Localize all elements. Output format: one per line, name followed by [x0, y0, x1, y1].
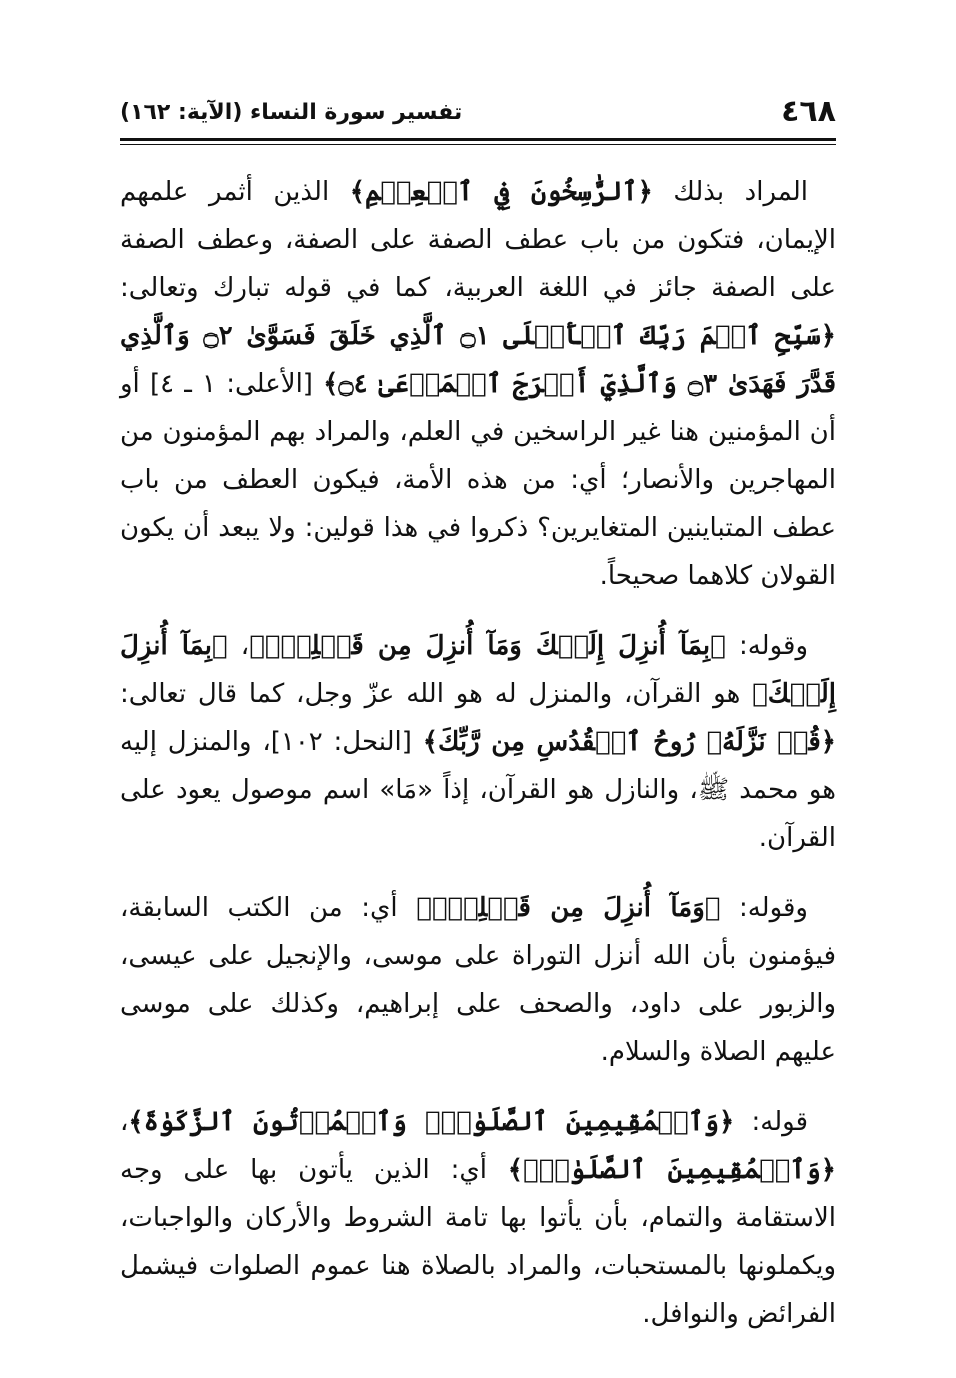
paragraph-4 — [120, 1098, 836, 1338]
paragraph-1 — [120, 168, 836, 600]
text-run: [النحل: ١٠٢]، والمنزل إليه هو محمد ﷺ، والنازل هو القرآن، إذاً «مَا» اسم موصول يعود على القرآن. — [120, 727, 836, 853]
quran-quote: ﴿بِمَآ أُنزِلَ إِلَيۡكَ﴾ — [120, 631, 836, 709]
text-run: ، — [120, 1107, 129, 1137]
text-run: أي: الذين يأتون بها على وجه الاستقامة والتمام، بأن يأتوا بها تامة الشروط والأركان والواجبات، ويكملونها بالمستحبات، والمراد بالصلاة هنا عموم الصلوات فيشمل الفرائض والنوافل. — [120, 1155, 836, 1329]
quran-quote: ﴿ٱلرَّٰسِخُونَ فِي ٱلۡعِلۡمِ﴾ — [349, 177, 653, 207]
quran-quote: ﴿وَٱلۡمُقِيمِينَ ٱلصَّلَوٰةَۚ﴾ — [507, 1155, 836, 1185]
text-run: قوله: — [734, 1107, 808, 1137]
header-rule-thin — [120, 144, 836, 145]
text-run: وقوله: — [720, 893, 808, 923]
text-run: وقوله: — [725, 631, 808, 661]
text-run: هو القرآن، والمنزل له هو الله عزّ وجل، كما قال تعالى: — [120, 679, 753, 709]
text-run: الذين أثمر علمهم الإيمان، فتكون من باب عطف الصفة على الصفة، وعطف الصفة على الصفة جائز في اللغة العربية، كما في قوله تبارك وتعالى: — [120, 177, 836, 303]
text-run: المراد بذلك — [652, 177, 808, 207]
paragraph-3 — [120, 884, 836, 1076]
body-text — [120, 168, 836, 1338]
page-number: ٤٦٨ — [781, 94, 836, 129]
running-title: تفسير سورة النساء (الآية: ١٦٢) — [120, 100, 463, 125]
text-run: ، — [227, 631, 250, 661]
quran-quote: ﴿قُلۡ نَزَّلَهُۥ رُوحُ ٱلۡقُدُسِ مِن رَّبِّكَ﴾ — [422, 727, 837, 757]
page-header — [120, 92, 836, 132]
header-rule-thick — [120, 138, 836, 141]
text-run: أي: من الكتب السابقة، فيؤمنون بأن الله أنزل التوراة على موسى، والإنجيل على عيسى، والزبور على داود، والصحف على إبراهيم، وكذلك على موسى عليهم الصلاة والسلام. — [120, 893, 836, 1067]
quran-quote: ﴿وَمَآ أُنزِلَ مِن قَبۡلِكَۚ﴾ — [416, 893, 721, 923]
quran-quote: ﴿وَٱلۡمُقِيمِينَ ٱلصَّلَوٰةَۚ وَٱلۡمُؤۡتُونَ ٱلزَّكَوٰةَ﴾ — [128, 1107, 735, 1137]
quran-quote: ﴿بِمَآ أُنزِلَ إِلَيۡكَ وَمَآ أُنزِلَ مِن قَبۡلِكَۚ﴾ — [249, 631, 726, 661]
paragraph-2 — [120, 622, 836, 862]
text-run: [الأعلى: ١ ـ ٤] أو أن المؤمنين هنا غير الراسخين في العلم، والمراد بهم المؤمنون من المهاجرين والأنصار؛ أي: من هذه الأمة، فيكون العطف من باب عطف المتباينين المتغايرين؟ ذكروا في هذا قولين: ولا يبعد أن يكون القولان كلاهما صحيحاً. — [120, 369, 836, 591]
quran-quote: ﴿سَبِّحِ ٱسۡمَ رَبِّكَ ٱلۡأَعۡلَى ۝١ ٱلَّذِي خَلَقَ فَسَوَّىٰ ۝٢ وَٱلَّذِي قَدَّرَ فَهَدَىٰ ۝٣ وَٱلَّذِيٓ أَخۡرَجَ ٱلۡمَرۡعَىٰ ۝٤﴾ — [120, 321, 837, 399]
